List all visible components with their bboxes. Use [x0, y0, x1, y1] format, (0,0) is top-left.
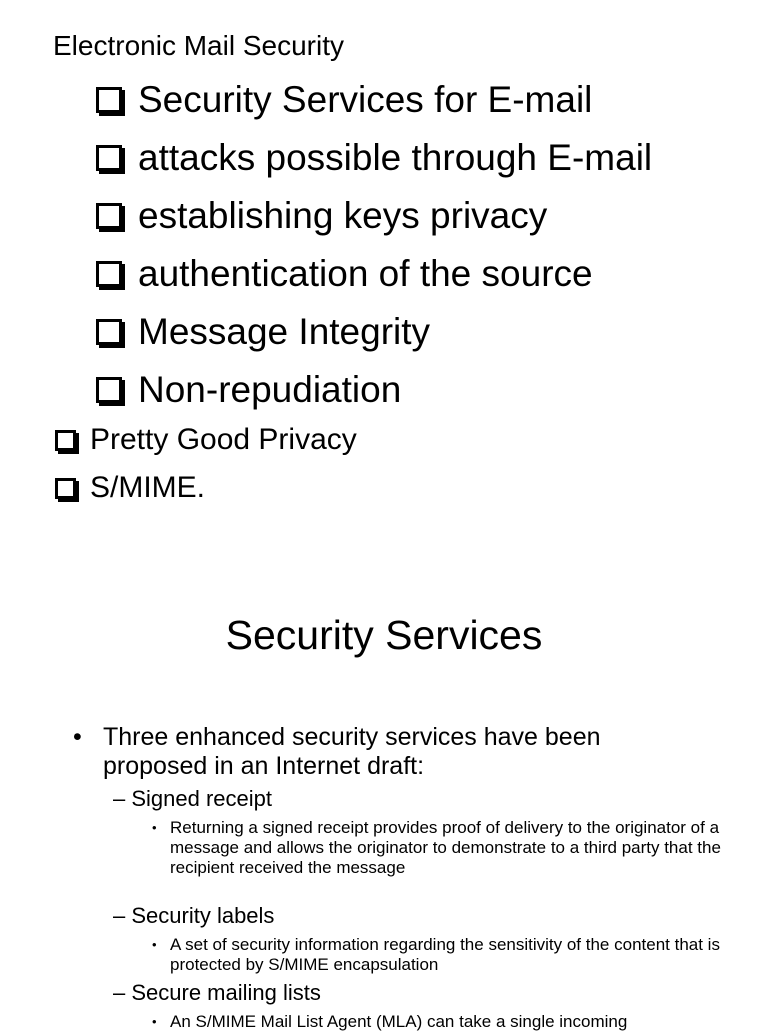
- checklist-item-label: authentication of the source: [138, 253, 593, 294]
- checklist-item-label: establishing keys privacy: [138, 195, 548, 236]
- bullet-icon: •: [152, 820, 157, 835]
- dash-item: [113, 980, 321, 1006]
- sub-bullet-text: Returning a signed receipt provides proof of delivery to the originator of a message and allows the originator to demonstrate to a third party that the recipient received the message: [170, 818, 721, 877]
- checkbox-icon: [55, 478, 76, 499]
- dash-label: Signed receipt: [131, 786, 273, 811]
- dash-label: Security labels: [131, 903, 275, 928]
- checklist-item: [96, 195, 547, 237]
- checklist-item-label: Message Integrity: [138, 311, 431, 352]
- checklist-item: [96, 137, 652, 179]
- checkbox-icon: [96, 203, 122, 229]
- dash-icon: –: [113, 786, 132, 811]
- checkbox-icon: [55, 430, 76, 451]
- dash-icon: –: [113, 980, 132, 1005]
- checklist-item-label: attacks possible through E-mail: [138, 137, 653, 178]
- slide2-title: Security Services: [225, 612, 543, 658]
- dash-icon: –: [113, 903, 132, 928]
- checkbox-icon: [96, 377, 122, 403]
- bullet-text: Three enhanced security services have been: [103, 723, 601, 751]
- checklist-item: [96, 79, 592, 121]
- bullet-icon: •: [152, 937, 157, 952]
- sub-bullet-text: A set of security information regarding the sensitivity of the content that is protected by S/MIME encapsulation: [170, 935, 720, 974]
- bullet-icon: •: [73, 723, 82, 751]
- checkbox-icon: [96, 261, 122, 287]
- checklist-item-label: Non-repudiation: [138, 369, 402, 410]
- bullet-text-line2: proposed in an Internet draft:: [103, 752, 425, 780]
- checkbox-icon: [96, 319, 122, 345]
- checklist-item-label: Pretty Good Privacy: [90, 423, 357, 456]
- checkbox-icon: [96, 145, 122, 171]
- dash-item: [113, 903, 274, 929]
- bullet-icon: •: [152, 1014, 157, 1029]
- checklist-item: [55, 471, 205, 505]
- sub-bullet-text: An S/MIME Mail List Agent (MLA) can take a single incoming: [170, 1012, 628, 1031]
- checklist-item: [96, 369, 401, 411]
- dash-label: Secure mailing lists: [131, 980, 321, 1005]
- checklist-item: [96, 253, 593, 295]
- checkbox-icon: [96, 87, 122, 113]
- slide1-title: Electronic Mail Security: [53, 30, 344, 61]
- checklist-item: [55, 423, 357, 457]
- checklist-item-label: S/MIME.: [90, 471, 206, 504]
- dash-item: [113, 786, 272, 812]
- checklist-item: [96, 311, 430, 353]
- checklist-item-label: Security Services for E-mail: [138, 79, 593, 120]
